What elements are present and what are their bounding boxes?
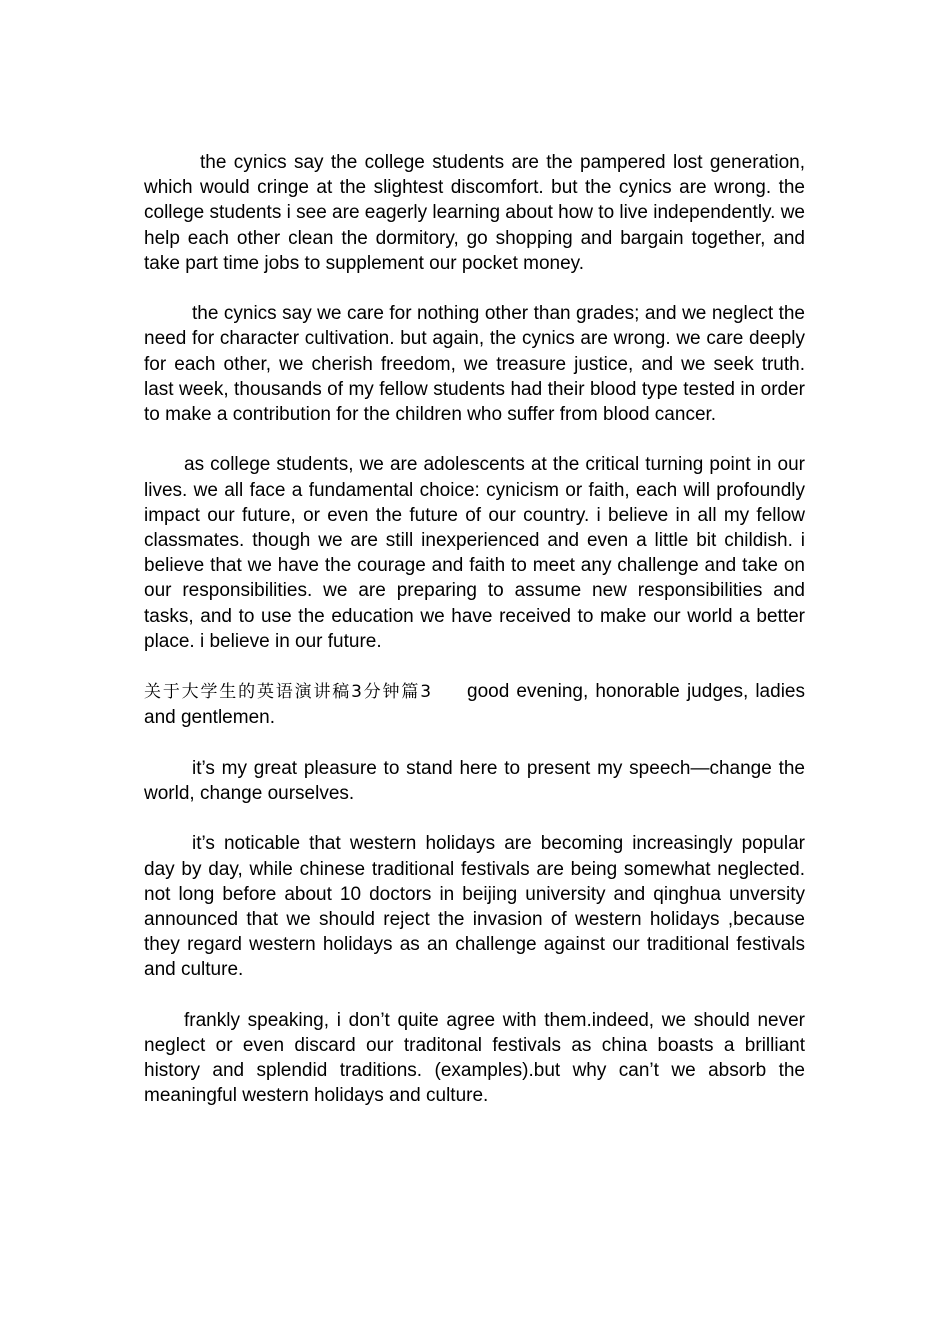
greeting-text: good evening, honorable judges, ladies and gentlemen. [144, 681, 805, 729]
paragraph-college-students-choice: as college students, we are adolescents at the critical turning point in our lives. we all face a fundamental choice: cynicism or faith, each will profoundly impact our future, or even the future of our country. i believe in all my fellow classmates. though we are still inexperienced and even a little bit childish. i believe that we have the courage and faith to meet any challenge and take on our responsibilities. we are preparing to assume new responsibilities and tasks, and to use the education we have received to make our world a better place. i believe in our future. [144, 454, 805, 652]
paragraph-cynics-pampered: the cynics say the college students are the pampered lost generation, which would cringe at the slightest discomfort. but the cynics are wrong. the college students i see are eagerly learning about how to live independently. we help each other clean the dormitory, go shopping and bargain together, and take part time jobs to supplement our pocket money. [144, 152, 805, 274]
paragraph-cynics-grades: the cynics say we care for nothing other than grades; and we neglect the need for character cultivation. but again, the cynics are wrong. we care deeply for each other, we cherish freedom, we treasure justice, and we seek truth. last week, thousands of my fellow students had their blood type tested in order to make a contribution for the children who suffer from blood cancer. [144, 303, 805, 426]
document-page [144, 150, 805, 1134]
paragraph-frankly-speaking: frankly speaking, i don’t quite agree with them.indeed, we should never neglect or even discard our traditonal festivals as china boasts a brilliant history and splendid traditions. (examples).but why can’t we absorb the meaningful western holidays and culture. [144, 1009, 805, 1107]
paragraph-pleasure-speech: it’s my great pleasure to stand here to present my speech—change the world, change ourselves. [144, 757, 805, 805]
paragraph-western-holidays: it’s noticable that western holidays are becoming increasingly popular day by day, while chinese traditional festivals are being somewhat neglected. not long before about 10 doctors in beijing university and qinghua unversity announced that we should reject the invasion of western holidays ,because they regard western holidays as an challenge against our traditional festivals and culture. [144, 833, 805, 981]
section-heading: 关于大学生的英语演讲稿3分钟篇3 [144, 682, 432, 703]
section-heading-paragraph [144, 679, 805, 730]
